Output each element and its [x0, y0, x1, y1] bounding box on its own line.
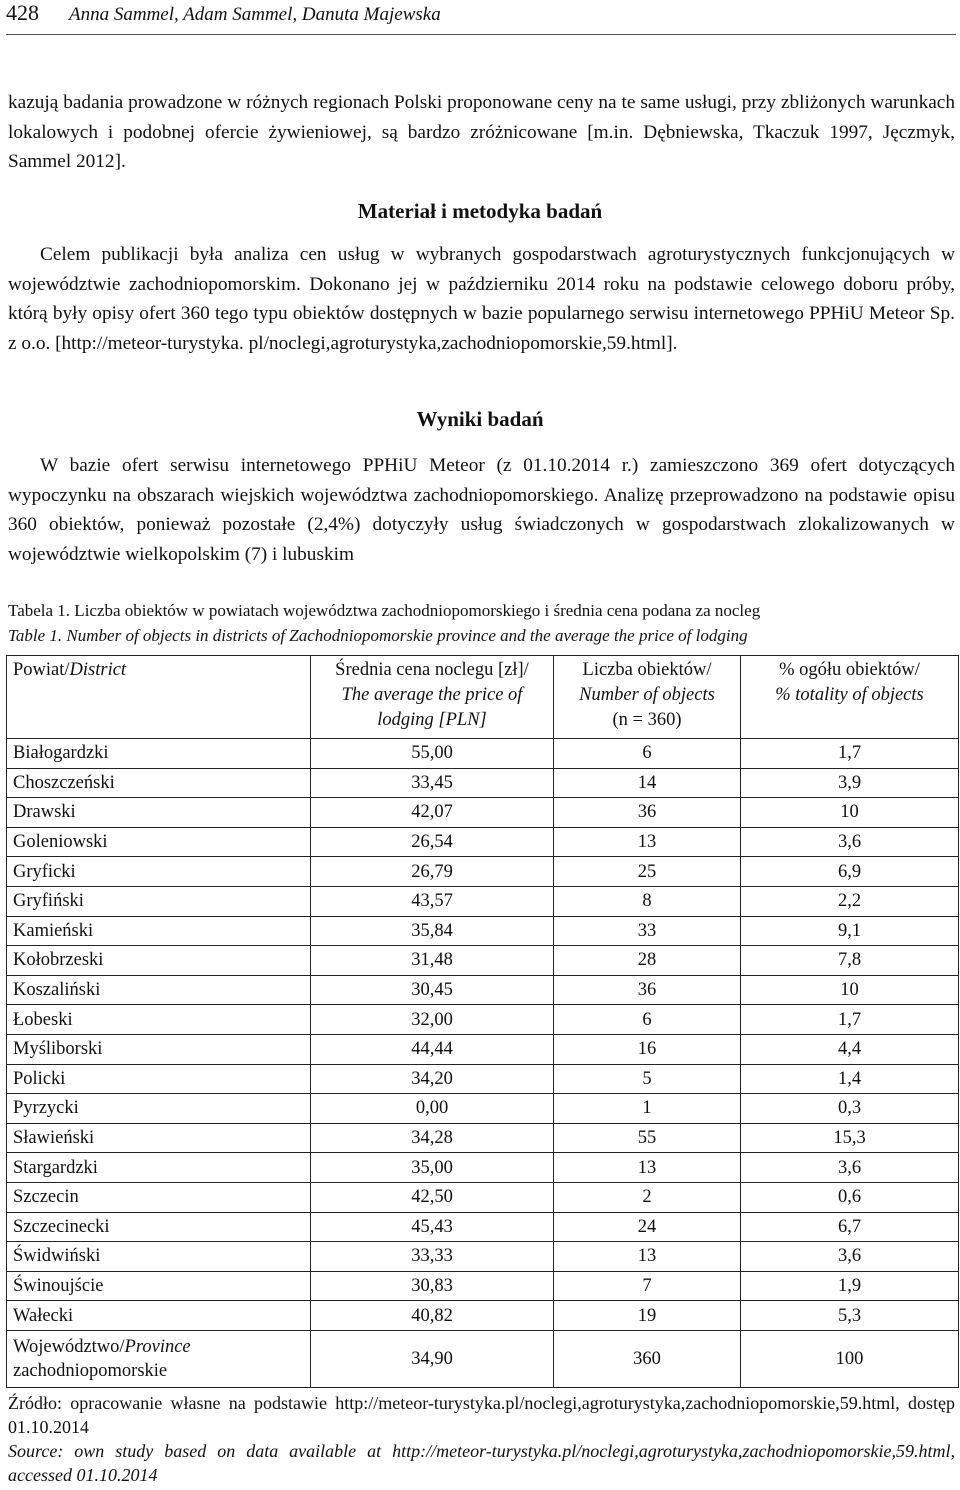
price-cell: 32,00: [311, 1005, 554, 1035]
table-row: [7, 768, 959, 798]
table-row: [7, 1301, 959, 1331]
percent-cell: 1,4: [741, 1064, 959, 1094]
count-cell: 55: [554, 1123, 741, 1153]
table-row: [7, 798, 959, 828]
percent-cell: 1,7: [741, 1005, 959, 1035]
count-cell: 24: [554, 1212, 741, 1242]
price-cell: 42,50: [311, 1182, 554, 1212]
source-note-pl: Źródło: opracowanie własne na podstawie http://meteor-turystyka.pl/noclegi,agroturystyka,zachodniopomorskie,59.html, dostęp 01.10.2014: [8, 1393, 955, 1437]
count-cell: 8: [554, 886, 741, 916]
table-row: [7, 1034, 959, 1064]
district-cell: Szczecinecki: [7, 1212, 311, 1242]
table-row: [7, 1094, 959, 1124]
price-cell: 35,00: [311, 1153, 554, 1183]
total-label: Województwo/Province zachodniopomorskie: [7, 1330, 311, 1387]
table-row: [7, 857, 959, 887]
district-cell: Gryfiński: [7, 886, 311, 916]
price-cell: 35,84: [311, 916, 554, 946]
price-cell: 33,45: [311, 768, 554, 798]
district-cell: Szczecin: [7, 1182, 311, 1212]
price-cell: 45,43: [311, 1212, 554, 1242]
price-cell: 34,20: [311, 1064, 554, 1094]
table-body: [7, 739, 959, 1388]
price-cell: 26,54: [311, 827, 554, 857]
table-header-row: [7, 656, 959, 739]
count-cell: 33: [554, 916, 741, 946]
price-cell: 42,07: [311, 798, 554, 828]
table-row: [7, 1064, 959, 1094]
district-cell: Kamieński: [7, 916, 311, 946]
price-cell: 40,82: [311, 1301, 554, 1331]
price-cell: 30,83: [311, 1271, 554, 1301]
table-total-row: [7, 1330, 959, 1387]
count-cell: 13: [554, 827, 741, 857]
table-row: [7, 1005, 959, 1035]
count-cell: 1: [554, 1094, 741, 1124]
percent-cell: 10: [741, 798, 959, 828]
table-row: [7, 1271, 959, 1301]
methods-paragraph: Celem publikacji była analiza cen usług w wybranych gospodarstwach agroturystycznych funkcjonujących w województwie zachodniopomorskim. Dokonano jej w październiku 2014 roku na podstawie celowego doboru próby, którą były opisy ofert 360 tego typu obiektów dostępnych w bazie popularnego serwisu internetowego PPHiU Meteor Sp. z o.o. [http://meteor-turystyka. pl/noclegi,agroturystyka,zachodniopomorskie,59.html].: [8, 244, 955, 354]
district-cell: Świdwiński: [7, 1242, 311, 1272]
count-cell: 2: [554, 1182, 741, 1212]
price-cell: 30,45: [311, 975, 554, 1005]
intro-paragraph: kazują badania prowadzone w różnych regionach Polski proponowane ceny na te same usługi, przy zbliżonych warunkach lokalowych i podobnej ofercie żywieniowej, są bardzo zróżnicowane [m.in. Dębniewska, Tkaczuk 1997, Jęczmyk, Sammel 2012].: [8, 92, 955, 172]
district-cell: Stargardzki: [7, 1153, 311, 1183]
percent-cell: 2,2: [741, 886, 959, 916]
district-cell: Świnoujście: [7, 1271, 311, 1301]
count-cell: 13: [554, 1242, 741, 1272]
percent-cell: 3,6: [741, 1242, 959, 1272]
table-row: [7, 886, 959, 916]
methods-heading: Materiał i metodyka badań: [357, 199, 603, 223]
price-cell: 43,57: [311, 886, 554, 916]
count-cell: 36: [554, 798, 741, 828]
table-row: [7, 1182, 959, 1212]
count-cell: 16: [554, 1034, 741, 1064]
district-cell: Choszczeński: [7, 768, 311, 798]
price-cell: 44,44: [311, 1034, 554, 1064]
district-cell: Policki: [7, 1064, 311, 1094]
count-cell: 5: [554, 1064, 741, 1094]
header-district: Powiat/District: [7, 656, 311, 739]
results-paragraph: W bazie ofert serwisu internetowego PPHiU Meteor (z 01.10.2014 r.) zamieszczono 369 ofert dotyczących wypoczynku na obszarach wiejskich województwa zachodniopomorskiego. Analizę przeprowadzono na podstawie opisu 360 obiektów, ponieważ pozostałe (2,4%) dotyczyły usług świadczonych w gospodarstwach zlokalizowanych w województwie wielkopolskim (7) i lubuskim: [8, 455, 955, 565]
district-cell: Myśliborski: [7, 1034, 311, 1064]
percent-cell: 1,9: [741, 1271, 959, 1301]
percent-cell: 3,6: [741, 827, 959, 857]
price-cell: 31,48: [311, 946, 554, 976]
header-percent-of-objects: % ogółu obiektów/ % totality of objects: [741, 656, 959, 739]
count-cell: 14: [554, 768, 741, 798]
running-header: [6, 0, 956, 34]
table-row: [7, 975, 959, 1005]
total-count: 360: [554, 1330, 741, 1387]
percent-cell: 9,1: [741, 916, 959, 946]
price-cell: 33,33: [311, 1242, 554, 1272]
district-cell: Gryficki: [7, 857, 311, 887]
price-cell: 26,79: [311, 857, 554, 887]
districts-table: [6, 655, 959, 1388]
running-header-authors: Anna Sammel, Adam Sammel, Danuta Majewska: [69, 4, 441, 25]
count-cell: 28: [554, 946, 741, 976]
district-cell: Białogardzki: [7, 739, 311, 769]
table-row: [7, 739, 959, 769]
percent-cell: 6,9: [741, 857, 959, 887]
percent-cell: 1,7: [741, 739, 959, 769]
table-caption-en: Table 1. Number of objects in districts of Zachodniopomorskie province and the average the price of lodging: [8, 626, 748, 645]
table-row: [7, 946, 959, 976]
percent-cell: 4,4: [741, 1034, 959, 1064]
percent-cell: 15,3: [741, 1123, 959, 1153]
total-price: 34,90: [311, 1330, 554, 1387]
table-row: [7, 1212, 959, 1242]
percent-cell: 0,6: [741, 1182, 959, 1212]
table-row: [7, 1153, 959, 1183]
percent-cell: 3,9: [741, 768, 959, 798]
district-cell: Wałecki: [7, 1301, 311, 1331]
count-cell: 13: [554, 1153, 741, 1183]
percent-cell: 10: [741, 975, 959, 1005]
table-row: [7, 827, 959, 857]
count-cell: 7: [554, 1271, 741, 1301]
header-rule: [6, 34, 956, 35]
percent-cell: 5,3: [741, 1301, 959, 1331]
district-cell: Łobeski: [7, 1005, 311, 1035]
count-cell: 19: [554, 1301, 741, 1331]
percent-cell: 7,8: [741, 946, 959, 976]
header-average-price: Średnia cena noclegu [zł]/ The average the price of lodging [PLN]: [311, 656, 554, 739]
count-cell: 36: [554, 975, 741, 1005]
total-percent: 100: [741, 1330, 959, 1387]
district-cell: Goleniowski: [7, 827, 311, 857]
percent-cell: 0,3: [741, 1094, 959, 1124]
results-heading: Wyniki badań: [416, 407, 544, 431]
district-cell: Kołobrzeski: [7, 946, 311, 976]
district-cell: Pyrzycki: [7, 1094, 311, 1124]
percent-cell: 3,6: [741, 1153, 959, 1183]
table-row: [7, 1242, 959, 1272]
count-cell: 25: [554, 857, 741, 887]
district-cell: Sławieński: [7, 1123, 311, 1153]
page-number: 428: [6, 0, 39, 25]
table-caption-pl: Tabela 1. Liczba obiektów w powiatach województwa zachodniopomorskiego i średnia cena podana za nocleg: [8, 601, 761, 620]
header-number-of-objects: Liczba obiektów/ Number of objects (n = 360): [554, 656, 741, 739]
table-row: [7, 916, 959, 946]
count-cell: 6: [554, 1005, 741, 1035]
percent-cell: 6,7: [741, 1212, 959, 1242]
source-note-en: Source: own study based on data available at http://meteor-turystyka.pl/noclegi,agroturystyka,zachodniopomorskie,59.html, accessed 01.10.2014: [8, 1441, 955, 1485]
price-cell: 34,28: [311, 1123, 554, 1153]
table-row: [7, 1123, 959, 1153]
district-cell: Koszaliński: [7, 975, 311, 1005]
district-cell: Drawski: [7, 798, 311, 828]
price-cell: 55,00: [311, 739, 554, 769]
price-cell: 0,00: [311, 1094, 554, 1124]
count-cell: 6: [554, 739, 741, 769]
